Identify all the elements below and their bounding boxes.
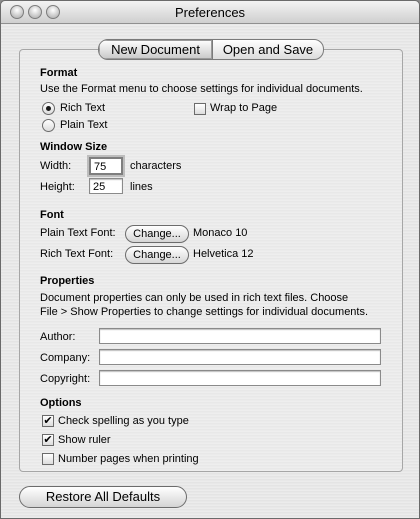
format-heading: Format <box>40 67 78 79</box>
height-field[interactable]: 25 <box>89 178 123 194</box>
check-spelling-label[interactable]: Check spelling as you type <box>58 415 189 427</box>
width-field[interactable]: 75 <box>89 157 123 175</box>
copyright-label: Copyright: <box>40 373 91 385</box>
height-unit-label: lines <box>130 181 153 193</box>
plain-text-radio[interactable] <box>42 119 55 132</box>
company-label: Company: <box>40 352 91 364</box>
author-field[interactable] <box>99 328 381 344</box>
show-ruler-label[interactable]: Show ruler <box>58 434 111 446</box>
width-label: Width: <box>40 160 72 172</box>
rich-text-font-label: Rich Text Font: <box>40 248 114 260</box>
properties-description-line2: File > Show Properties to change settings for individual documents. <box>40 306 369 318</box>
author-label: Author: <box>40 331 76 343</box>
options-heading: Options <box>40 397 82 409</box>
number-pages-checkbox[interactable] <box>42 453 54 465</box>
plain-text-font-label: Plain Text Font: <box>40 227 116 239</box>
rich-text-radio[interactable] <box>42 102 55 115</box>
font-heading: Font <box>40 209 64 221</box>
tab-new-document[interactable]: New Document <box>99 40 213 59</box>
wrap-to-page-label[interactable]: Wrap to Page <box>210 102 278 114</box>
width-unit-label: characters <box>130 160 182 172</box>
rich-text-label[interactable]: Rich Text <box>60 102 106 114</box>
rich-font-change-button[interactable]: Change... <box>125 246 189 264</box>
properties-heading: Properties <box>40 275 95 287</box>
plain-font-value: Monaco 10 <box>193 227 248 239</box>
company-field[interactable] <box>99 349 381 365</box>
wrap-to-page-checkbox[interactable] <box>194 103 206 115</box>
show-ruler-checkbox[interactable]: ✔ <box>43 434 53 446</box>
format-description: Use the Format menu to choose settings for individual documents. <box>40 83 363 95</box>
height-label: Height: <box>40 181 75 193</box>
tab-open-and-save[interactable]: Open and Save <box>222 42 314 57</box>
number-pages-label[interactable]: Number pages when printing <box>58 453 199 465</box>
restore-all-defaults-button[interactable]: Restore All Defaults <box>19 486 187 508</box>
properties-description-line1: Document properties can only be used in rich text files. Choose <box>40 292 349 304</box>
copyright-field[interactable] <box>99 370 381 386</box>
tab-bar <box>98 39 324 60</box>
rich-font-value: Helvetica 12 <box>193 248 254 260</box>
title-bar[interactable] <box>1 1 419 24</box>
window-size-heading: Window Size <box>40 141 108 153</box>
window-title: Preferences <box>174 5 246 20</box>
plain-text-label[interactable]: Plain Text <box>60 119 108 131</box>
plain-font-change-button[interactable]: Change... <box>125 225 189 243</box>
check-spelling-checkbox[interactable]: ✔ <box>43 415 53 427</box>
tab-content-panel <box>19 49 403 472</box>
